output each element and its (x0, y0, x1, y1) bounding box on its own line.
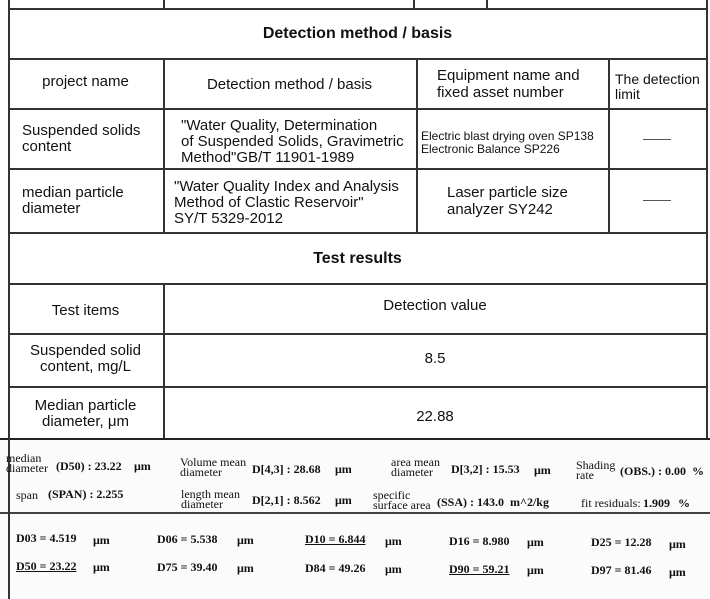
row1-method-2: of Suspended Solids, Gravimetric (181, 133, 404, 150)
row1-equipment-2: Electronic Balance SP226 (421, 142, 560, 156)
shading-value: (OBS.) : 0.00 (620, 464, 686, 478)
percentile-d03-unit: μm (93, 533, 110, 547)
ssa-label-1: specific (373, 488, 411, 502)
median-label-2: diameter (6, 461, 48, 475)
lenmean-unit: μm (335, 493, 352, 507)
span-value: (SPAN) : 2.255 (48, 487, 124, 501)
ssa-value: (SSA) : 143.0 (437, 495, 505, 509)
shading-label-2: rate (576, 468, 594, 482)
row2-project-1: median particle (22, 184, 124, 201)
row2-equipment-1: Laser particle size (447, 184, 568, 201)
row2-project-2: diameter (22, 200, 81, 217)
percentile-d50: D50 = 23.22 (16, 559, 77, 573)
shading-label-1: Shading (576, 458, 616, 472)
percentile-d97: D97 = 81.46 (591, 563, 652, 577)
ssa-unit: m^2/kg (510, 495, 549, 509)
areamean-value: D[3,2] : 15.53 (451, 462, 520, 476)
row2-method-2: Method of Clastic Reservoir" (174, 194, 364, 211)
percentile-d16: D16 = 8.980 (449, 534, 510, 548)
volmean-label-2: diameter (180, 465, 222, 479)
percentile-d06: D06 = 5.538 (157, 532, 218, 546)
percentile-d90-unit: μm (527, 563, 544, 577)
percentile-d50-unit: μm (93, 560, 110, 574)
header-test-items: Test items (51, 302, 120, 319)
percentile-d75-unit: μm (237, 561, 254, 575)
fit-value: 1.909 (643, 496, 670, 510)
result2-item-1: Median particle (34, 397, 137, 414)
header-limit-1: The detection (615, 71, 700, 87)
lenmean-value: D[2,1] : 8.562 (252, 493, 321, 507)
section-title-results: Test results (313, 250, 402, 267)
row1-project-2: content (22, 138, 72, 155)
percentile-d10-unit: μm (385, 534, 402, 548)
header-limit-2: limit (615, 86, 640, 102)
instrument-printout (0, 438, 710, 599)
row1-limit-dash (643, 139, 671, 140)
median-label-1: median (6, 451, 42, 465)
span-label: span (16, 488, 38, 502)
row2-limit-dash (643, 200, 671, 201)
median-unit: μm (134, 459, 151, 473)
areamean-unit: μm (534, 463, 551, 477)
header-equipment-1: Equipment name and (437, 67, 580, 84)
result1-item-2: content, mg/L (40, 358, 131, 375)
header-equipment-2: fixed asset number (437, 84, 564, 101)
volmean-value: D[4,3] : 28.68 (252, 462, 321, 476)
areamean-label-2: diameter (391, 465, 433, 479)
right-border (706, 0, 708, 440)
result2-value: 22.88 (416, 408, 454, 425)
row1-method-3: Method"GB/T 11901-1989 (181, 149, 355, 166)
row2-equipment-2: analyzer SY242 (447, 201, 553, 218)
header-method: Detection method / basis (206, 76, 373, 93)
result2-item-2: diameter, μm (41, 413, 129, 430)
percentile-d90: D90 = 59.21 (449, 562, 510, 576)
percentile-d97-unit: μm (669, 565, 686, 579)
percentile-d75: D75 = 39.40 (157, 560, 218, 574)
percentile-d25: D25 = 12.28 (591, 535, 652, 549)
shading-unit: % (692, 464, 704, 478)
percentile-d06-unit: μm (237, 533, 254, 547)
section-title-method: Detection method / basis (262, 25, 453, 42)
fit-unit: % (678, 496, 690, 510)
percentile-d84-unit: μm (385, 562, 402, 576)
percentile-d10: D10 = 6.844 (305, 532, 366, 546)
percentile-d03: D03 = 4.519 (16, 531, 77, 545)
row2-method-1: "Water Quality Index and Analysis (174, 178, 399, 195)
percentile-d84: D84 = 49.26 (305, 561, 366, 575)
percentile-d25-unit: μm (669, 537, 686, 551)
ssa-label-2: surface area (373, 498, 431, 512)
lenmean-label-2: diameter (181, 497, 223, 511)
row1-method-1: "Water Quality, Determination (181, 117, 378, 134)
median-value: (D50) : 23.22 (56, 459, 122, 473)
header-detection-value: Detection value (383, 297, 487, 314)
volmean-unit: μm (335, 462, 352, 476)
row1-equipment-1: Electric blast drying oven SP138 (421, 129, 594, 143)
volmean-label-1: Volume mean (180, 455, 247, 469)
areamean-label-1: area mean (391, 455, 440, 469)
row1-project-1: Suspended solids (22, 122, 141, 139)
lenmean-label-1: length mean (181, 487, 240, 501)
result1-value: 8.5 (424, 350, 446, 367)
result1-item-1: Suspended solid (30, 342, 141, 359)
percentile-d16-unit: μm (527, 535, 544, 549)
header-project-name: project name (42, 73, 129, 90)
row2-method-3: SY/T 5329-2012 (174, 210, 283, 227)
fit-label: fit residuals: (581, 496, 641, 510)
